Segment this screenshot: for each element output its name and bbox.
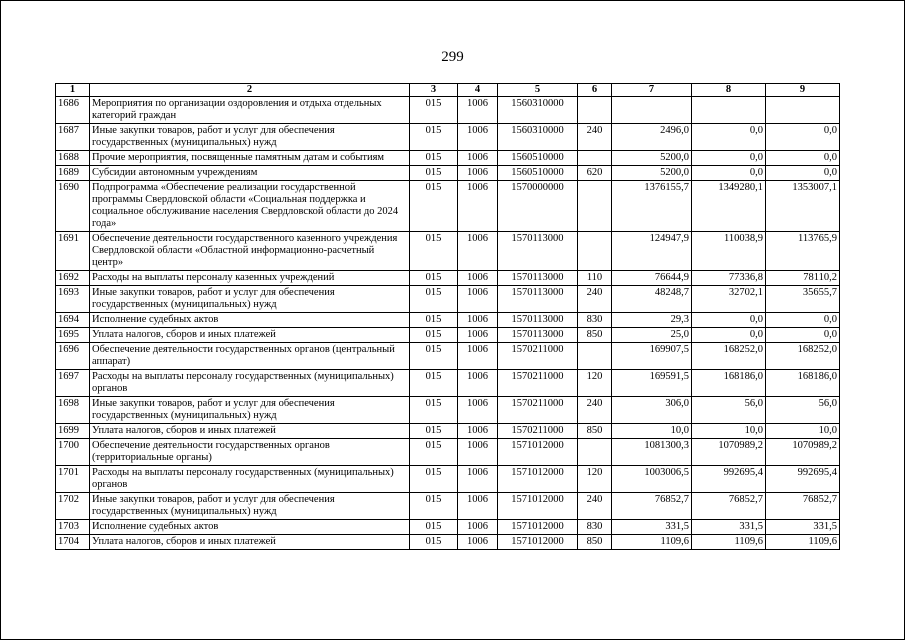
table-row <box>56 232 840 271</box>
row-number: 1686 <box>56 97 90 124</box>
amount-year-3: 113765,9 <box>766 232 840 271</box>
table-row <box>56 466 840 493</box>
section-code: 1006 <box>458 232 498 271</box>
table-row <box>56 370 840 397</box>
header-col-6: 6 <box>578 84 612 97</box>
amount-year-2: 110038,9 <box>692 232 766 271</box>
expense-type-code: 850 <box>578 535 612 550</box>
ministry-code: 015 <box>410 370 458 397</box>
header-col-7: 7 <box>612 84 692 97</box>
row-name: Исполнение судебных актов <box>90 313 410 328</box>
table-row <box>56 424 840 439</box>
table-row <box>56 493 840 520</box>
target-article-code: 1570113000 <box>498 271 578 286</box>
header-col-3: 3 <box>410 84 458 97</box>
expense-type-code <box>578 181 612 232</box>
row-number: 1691 <box>56 232 90 271</box>
amount-year-1: 2496,0 <box>612 124 692 151</box>
expense-type-code: 830 <box>578 313 612 328</box>
ministry-code: 015 <box>410 397 458 424</box>
table-row <box>56 397 840 424</box>
table-row <box>56 520 840 535</box>
row-number: 1702 <box>56 493 90 520</box>
ministry-code: 015 <box>410 535 458 550</box>
section-code: 1006 <box>458 166 498 181</box>
amount-year-3: 0,0 <box>766 151 840 166</box>
amount-year-3: 331,5 <box>766 520 840 535</box>
section-code: 1006 <box>458 493 498 520</box>
target-article-code: 1571012000 <box>498 493 578 520</box>
page-number: 299 <box>441 49 464 65</box>
ministry-code: 015 <box>410 97 458 124</box>
ministry-code: 015 <box>410 166 458 181</box>
row-name: Иные закупки товаров, работ и услуг для обеспечения государственных (муниципальных) нужд <box>90 493 410 520</box>
header-col-5: 5 <box>498 84 578 97</box>
target-article-code: 1560310000 <box>498 97 578 124</box>
amount-year-3: 0,0 <box>766 313 840 328</box>
table-row <box>56 181 840 232</box>
section-code: 1006 <box>458 343 498 370</box>
expense-type-code <box>578 151 612 166</box>
section-code: 1006 <box>458 397 498 424</box>
amount-year-2: 56,0 <box>692 397 766 424</box>
ministry-code: 015 <box>410 343 458 370</box>
row-name: Иные закупки товаров, работ и услуг для обеспечения государственных (муниципальных) нужд <box>90 397 410 424</box>
row-number: 1689 <box>56 166 90 181</box>
table-row <box>56 328 840 343</box>
row-name: Уплата налогов, сборов и иных платежей <box>90 424 410 439</box>
amount-year-3: 992695,4 <box>766 466 840 493</box>
section-code: 1006 <box>458 97 498 124</box>
amount-year-3: 76852,7 <box>766 493 840 520</box>
amount-year-3: 168252,0 <box>766 343 840 370</box>
amount-year-1: 1003006,5 <box>612 466 692 493</box>
expense-type-code: 850 <box>578 424 612 439</box>
section-code: 1006 <box>458 328 498 343</box>
ministry-code: 015 <box>410 124 458 151</box>
amount-year-3: 10,0 <box>766 424 840 439</box>
amount-year-2 <box>692 97 766 124</box>
amount-year-1: 29,3 <box>612 313 692 328</box>
row-number: 1688 <box>56 151 90 166</box>
target-article-code: 1560310000 <box>498 124 578 151</box>
ministry-code: 015 <box>410 466 458 493</box>
row-number: 1696 <box>56 343 90 370</box>
row-number: 1700 <box>56 439 90 466</box>
target-article-code: 1570211000 <box>498 397 578 424</box>
expense-type-code <box>578 97 612 124</box>
row-number: 1701 <box>56 466 90 493</box>
amount-year-1: 124947,9 <box>612 232 692 271</box>
expense-type-code: 110 <box>578 271 612 286</box>
amount-year-2: 0,0 <box>692 313 766 328</box>
section-code: 1006 <box>458 124 498 151</box>
row-number: 1697 <box>56 370 90 397</box>
target-article-code: 1571012000 <box>498 466 578 493</box>
amount-year-3: 168186,0 <box>766 370 840 397</box>
table-row <box>56 343 840 370</box>
target-article-code: 1570113000 <box>498 232 578 271</box>
table-body <box>56 97 840 550</box>
ministry-code: 015 <box>410 439 458 466</box>
row-name: Иные закупки товаров, работ и услуг для обеспечения государственных (муниципальных) нужд <box>90 124 410 151</box>
amount-year-3: 1353007,1 <box>766 181 840 232</box>
amount-year-2: 331,5 <box>692 520 766 535</box>
amount-year-3: 0,0 <box>766 124 840 151</box>
amount-year-2: 1109,6 <box>692 535 766 550</box>
table-row <box>56 151 840 166</box>
target-article-code: 1570000000 <box>498 181 578 232</box>
target-article-code: 1560510000 <box>498 151 578 166</box>
target-article-code: 1570211000 <box>498 424 578 439</box>
ministry-code: 015 <box>410 328 458 343</box>
amount-year-2: 32702,1 <box>692 286 766 313</box>
row-number: 1687 <box>56 124 90 151</box>
row-number: 1694 <box>56 313 90 328</box>
row-name: Расходы на выплаты персоналу государственных (муниципальных) органов <box>90 370 410 397</box>
amount-year-1: 48248,7 <box>612 286 692 313</box>
amount-year-1: 10,0 <box>612 424 692 439</box>
amount-year-3: 35655,7 <box>766 286 840 313</box>
amount-year-2: 992695,4 <box>692 466 766 493</box>
row-name: Исполнение судебных актов <box>90 520 410 535</box>
row-number: 1690 <box>56 181 90 232</box>
row-name: Иные закупки товаров, работ и услуг для обеспечения государственных (муниципальных) нужд <box>90 286 410 313</box>
section-code: 1006 <box>458 424 498 439</box>
table-row <box>56 286 840 313</box>
expense-type-code: 240 <box>578 397 612 424</box>
expense-type-code <box>578 343 612 370</box>
section-code: 1006 <box>458 370 498 397</box>
section-code: 1006 <box>458 466 498 493</box>
ministry-code: 015 <box>410 286 458 313</box>
row-name: Мероприятия по организации оздоровления и отдыха отдельных категорий граждан <box>90 97 410 124</box>
ministry-code: 015 <box>410 232 458 271</box>
ministry-code: 015 <box>410 151 458 166</box>
row-name: Обеспечение деятельности государственных органов (территориальные органы) <box>90 439 410 466</box>
expense-type-code: 120 <box>578 466 612 493</box>
amount-year-2: 1349280,1 <box>692 181 766 232</box>
row-number: 1703 <box>56 520 90 535</box>
row-name: Уплата налогов, сборов и иных платежей <box>90 535 410 550</box>
amount-year-2: 168186,0 <box>692 370 766 397</box>
target-article-code: 1571012000 <box>498 535 578 550</box>
expense-type-code: 120 <box>578 370 612 397</box>
amount-year-1: 5200,0 <box>612 151 692 166</box>
amount-year-3 <box>766 97 840 124</box>
amount-year-2: 0,0 <box>692 328 766 343</box>
row-name: Уплата налогов, сборов и иных платежей <box>90 328 410 343</box>
header-col-8: 8 <box>692 84 766 97</box>
section-code: 1006 <box>458 313 498 328</box>
section-code: 1006 <box>458 286 498 313</box>
section-code: 1006 <box>458 520 498 535</box>
expense-type-code <box>578 232 612 271</box>
expense-type-code: 240 <box>578 493 612 520</box>
amount-year-2: 76852,7 <box>692 493 766 520</box>
amount-year-1: 25,0 <box>612 328 692 343</box>
amount-year-3: 56,0 <box>766 397 840 424</box>
amount-year-1: 1109,6 <box>612 535 692 550</box>
row-name: Обеспечение деятельности государственных органов (центральный аппарат) <box>90 343 410 370</box>
expense-type-code: 830 <box>578 520 612 535</box>
table-row <box>56 313 840 328</box>
budget-table <box>55 83 840 550</box>
row-number: 1692 <box>56 271 90 286</box>
amount-year-3: 1070989,2 <box>766 439 840 466</box>
amount-year-1: 169591,5 <box>612 370 692 397</box>
section-code: 1006 <box>458 535 498 550</box>
ministry-code: 015 <box>410 520 458 535</box>
amount-year-1: 5200,0 <box>612 166 692 181</box>
row-number: 1693 <box>56 286 90 313</box>
ministry-code: 015 <box>410 313 458 328</box>
header-col-2: 2 <box>90 84 410 97</box>
ministry-code: 015 <box>410 493 458 520</box>
target-article-code: 1570211000 <box>498 370 578 397</box>
expense-type-code: 620 <box>578 166 612 181</box>
section-code: 1006 <box>458 271 498 286</box>
amount-year-1: 306,0 <box>612 397 692 424</box>
amount-year-3: 0,0 <box>766 328 840 343</box>
table-row <box>56 97 840 124</box>
table-row <box>56 166 840 181</box>
amount-year-1: 331,5 <box>612 520 692 535</box>
amount-year-1: 76852,7 <box>612 493 692 520</box>
row-name: Подпрограмма «Обеспечение реализации государственной программы Свердловской области «Социальная поддержка и социальное обслуживание населения Свердловской области до 2024 года» <box>90 181 410 232</box>
amount-year-2: 168252,0 <box>692 343 766 370</box>
header-row <box>56 84 840 97</box>
ministry-code: 015 <box>410 424 458 439</box>
header-col-1: 1 <box>56 84 90 97</box>
target-article-code: 1571012000 <box>498 439 578 466</box>
row-name: Расходы на выплаты персоналу казенных учреждений <box>90 271 410 286</box>
ministry-code: 015 <box>410 181 458 232</box>
expense-type-code: 850 <box>578 328 612 343</box>
table-row <box>56 271 840 286</box>
amount-year-1: 1376155,7 <box>612 181 692 232</box>
expense-type-code: 240 <box>578 286 612 313</box>
expense-type-code: 240 <box>578 124 612 151</box>
row-number: 1698 <box>56 397 90 424</box>
amount-year-1: 169907,5 <box>612 343 692 370</box>
target-article-code: 1570113000 <box>498 286 578 313</box>
header-col-4: 4 <box>458 84 498 97</box>
amount-year-2: 0,0 <box>692 124 766 151</box>
target-article-code: 1570211000 <box>498 343 578 370</box>
row-name: Обеспечение деятельности государственного казенного учреждения Свердловской области «Областной информационно-расчетный центр» <box>90 232 410 271</box>
amount-year-3: 1109,6 <box>766 535 840 550</box>
target-article-code: 1570113000 <box>498 328 578 343</box>
row-number: 1704 <box>56 535 90 550</box>
table-row <box>56 535 840 550</box>
row-name: Прочие мероприятия, посвященные памятным датам и событиям <box>90 151 410 166</box>
row-name: Расходы на выплаты персоналу государственных (муниципальных) органов <box>90 466 410 493</box>
amount-year-2: 1070989,2 <box>692 439 766 466</box>
section-code: 1006 <box>458 151 498 166</box>
expense-type-code <box>578 439 612 466</box>
amount-year-3: 0,0 <box>766 166 840 181</box>
row-number: 1695 <box>56 328 90 343</box>
table-row <box>56 124 840 151</box>
target-article-code: 1560510000 <box>498 166 578 181</box>
amount-year-1: 76644,9 <box>612 271 692 286</box>
target-article-code: 1570113000 <box>498 313 578 328</box>
ministry-code: 015 <box>410 271 458 286</box>
amount-year-1 <box>612 97 692 124</box>
target-article-code: 1571012000 <box>498 520 578 535</box>
amount-year-2: 10,0 <box>692 424 766 439</box>
amount-year-1: 1081300,3 <box>612 439 692 466</box>
amount-year-2: 77336,8 <box>692 271 766 286</box>
row-name: Субсидии автономным учреждениям <box>90 166 410 181</box>
amount-year-2: 0,0 <box>692 151 766 166</box>
table-header <box>56 84 840 97</box>
section-code: 1006 <box>458 439 498 466</box>
header-col-9: 9 <box>766 84 840 97</box>
amount-year-3: 78110,2 <box>766 271 840 286</box>
table-row <box>56 439 840 466</box>
row-number: 1699 <box>56 424 90 439</box>
section-code: 1006 <box>458 181 498 232</box>
amount-year-2: 0,0 <box>692 166 766 181</box>
